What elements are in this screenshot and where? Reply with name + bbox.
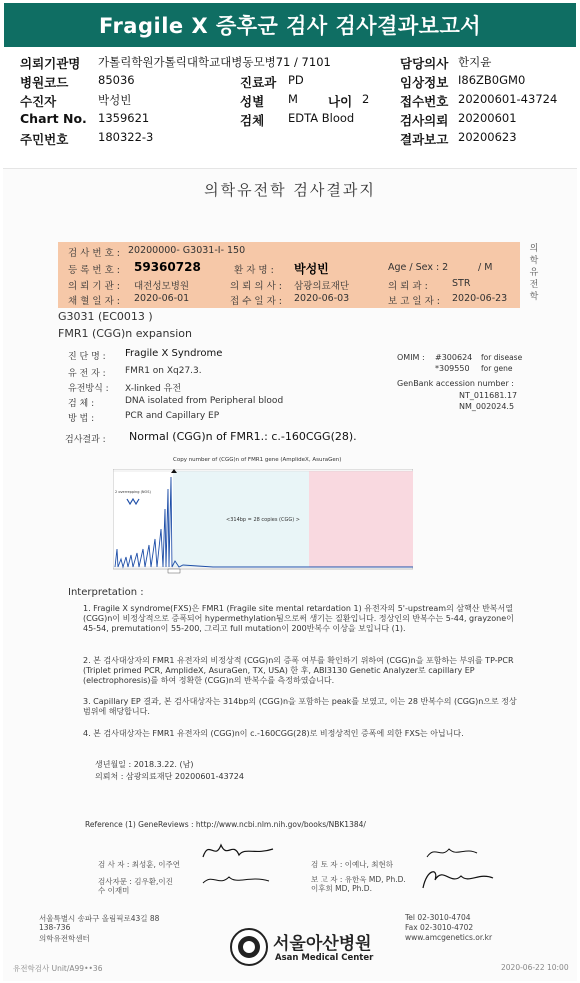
- receipt-no-label: 접수번호: [400, 94, 449, 109]
- test-name: FMR1 (CGG)n expansion: [58, 327, 193, 340]
- dx-label: 진 단 명 :: [68, 352, 106, 362]
- omim-gene: *309550: [435, 364, 470, 373]
- receipt-no-value: 20200601-43724: [458, 92, 558, 106]
- inst-label: 의 뢰 기 관 :: [68, 281, 120, 292]
- report-date-value: 20200623: [458, 130, 517, 144]
- result-label: 검사결과 :: [65, 435, 106, 445]
- signature-3: [199, 869, 279, 891]
- doctor-label: 담당의사: [400, 56, 449, 71]
- age-value: 2: [362, 92, 370, 106]
- report-title: Fragile X 증후군 검사 검사결과보고서: [4, 3, 576, 47]
- spec-value: DNA isolated from Peripheral blood: [125, 396, 284, 406]
- sex-value: M: [288, 92, 298, 106]
- footer-right: 2020-06-22 10:00: [501, 963, 569, 972]
- address-1: 서울특별시 송파구 올림픽로43길 88: [39, 914, 160, 923]
- reg-no-label: 등 록 번 호 :: [68, 265, 120, 276]
- omim-label: OMIM :: [397, 353, 425, 362]
- referring-clinic: 의뢰처 : 삼광의료재단 20200601-43724: [95, 772, 244, 781]
- signature-2: [423, 841, 483, 863]
- website: www.amcgenetics.or.kr: [405, 933, 493, 942]
- test-code: G3031 (EC0013 ): [58, 310, 153, 323]
- test-no-value: 20200000- G3031-I- 150: [128, 245, 246, 256]
- omim-gene-for: for gene: [481, 364, 513, 373]
- patient-name-label: 환 자 명 :: [234, 265, 274, 276]
- institution-value: 가톨릭학원가톨릭대학교대병동모병71 / 7101: [98, 55, 331, 69]
- signature-1: [199, 837, 279, 865]
- reference: Reference (1) GeneReviews : http://www.ncbi.nlm.nih.gov/books/NBK1384/: [85, 820, 366, 829]
- request-date-label: 검사의뢰: [400, 113, 449, 128]
- req-doctor-value: 삼광의료재단: [294, 281, 350, 292]
- method-label: 방 법 :: [68, 414, 95, 424]
- age-sex-label: Age / Sex : 2: [388, 262, 449, 273]
- hospital-name-en: Asan Medical Center: [275, 953, 374, 963]
- signer-1: 검 사 자 : 최성훈, 이주연: [98, 860, 181, 869]
- clinical-info-label: 임상정보: [400, 75, 449, 90]
- sex-label: 성별: [240, 94, 265, 109]
- req-dept-value: STR: [452, 278, 471, 289]
- age-sex-value: / M: [478, 262, 493, 273]
- patient-label: 수진자: [20, 94, 57, 109]
- request-date-value: 20200601: [458, 111, 517, 125]
- sheet-title: 의학유전학 검사결과지: [204, 181, 376, 199]
- report-date-label: 결과보고: [400, 132, 449, 147]
- scanned-result-sheet: [3, 168, 577, 981]
- inherit-value: X-linked 유전: [125, 384, 182, 394]
- graph-label: <314bp = 28 copies (CGG) >: [226, 517, 300, 523]
- report-date2-value: 2020-06-23: [452, 293, 508, 304]
- inherit-label: 유전방식 :: [68, 384, 109, 394]
- spec-label: 검 체 :: [68, 399, 95, 409]
- clinical-info-value: I86ZB0GM0: [458, 73, 526, 87]
- signer-4: 보 고 자 : 유한욱 MD, Ph.D. 이후희 MD, Ph.D.: [311, 875, 406, 893]
- address-3: 의학유전학센터: [39, 934, 90, 943]
- hospital-code-label: 병원코드: [20, 75, 69, 90]
- recv-date-label: 접 수 일 자 :: [230, 296, 282, 307]
- genbank-1: NT_011681.17: [459, 391, 518, 400]
- signer-2: 검 토 자 : 이예나, 최현하: [311, 860, 394, 869]
- omim-disease: #300624: [435, 353, 473, 362]
- genbank-2: NM_002024.5: [459, 402, 515, 411]
- address-2: 138-736: [39, 923, 71, 932]
- signer-3: 검사자문 : 김우환,이진수 이재미: [98, 877, 173, 895]
- birth-date: 생년월일 : 2018.3.22. (남): [95, 760, 194, 769]
- dx-value: Fragile X Syndrome: [125, 348, 223, 359]
- patient-name-value: 박성빈: [294, 262, 329, 276]
- recv-date-value: 2020-06-03: [294, 293, 350, 304]
- patient-band: [58, 242, 520, 308]
- dept-label: 진료과: [240, 75, 277, 90]
- side-vertical-label: 의학유전학: [529, 244, 539, 302]
- result-value: Normal (CGG)n of FMR1.: c.-160CGG(28).: [129, 430, 357, 443]
- draw-date-label: 채 혈 일 자 :: [68, 296, 120, 307]
- interp-item-4: 4. 본 검사대상자는 FMR1 유전자의 (CGG)n이 c.-160CGG(28)로 비정상적인 증폭에 의한 FXS는 아닙니다.: [83, 729, 464, 738]
- specimen-label: 검체: [240, 113, 265, 128]
- electropherogram: [113, 469, 413, 574]
- reg-no-value: 59360728: [134, 260, 201, 274]
- doctor-value: 한지윤: [458, 55, 492, 69]
- chart-no-label: Chart No.: [20, 111, 87, 126]
- omim-disease-for: for disease: [481, 353, 523, 362]
- interp-item-2: 2. 본 검사대상자의 FMR1 유전자의 비정상적 (CGG)n의 증폭 여부를 확인하기 위하여 (CGG)n을 포함하는 부위를 TP-PCR (Triplet primed PCR, AmplideX, AsuraGen, TX, USA) 한 후, ABI3130 Genetic Analyzer로 capillary EP (electrophoresis)를 하여 정확한 (CGG)n의 반복수를 측정하였습니다.: [83, 656, 514, 685]
- institution-label: 의뢰기관명: [20, 56, 81, 71]
- specimen-value: EDTA Blood: [288, 111, 355, 125]
- req-dept-label: 의 뢰 과 :: [388, 281, 428, 292]
- hospital-name-ko: 서울아산병원: [273, 934, 372, 954]
- method-value: PCR and Capillary EP: [125, 411, 220, 421]
- draw-date-value: 2020-06-01: [134, 293, 190, 304]
- tel: Tel 02-3010-4704: [405, 913, 471, 922]
- report-date2-label: 보 고 일 자 :: [388, 296, 440, 307]
- interp-title: Interpretation :: [68, 587, 144, 598]
- chart-no-value: 1359621: [98, 111, 150, 125]
- age-label: 나이: [328, 94, 353, 109]
- interp-item-3: 3. Capillary EP 결과, 본 검사대상자는 314bp의 (CGG)n을 포함하는 peak를 보였고, 이는 28 반복수의 (CGG)n으로 정상범위에 해당합니다.: [83, 697, 517, 716]
- asan-foundation-seal-icon: [229, 927, 269, 967]
- genbank-label: GenBank accession number :: [397, 379, 514, 388]
- fax: Fax 02-3010-4702: [405, 923, 474, 932]
- hospital-code-value: 85036: [98, 73, 135, 87]
- test-no-label: 검 사 번 호 :: [68, 248, 120, 259]
- req-doctor-label: 의 뢰 의 사 :: [230, 281, 282, 292]
- graph-note: 2 overrepping (NOS): [115, 490, 151, 494]
- graph-title: Copy number of (CGG)n of FMR1 gene (AmplideX, AsuraGen): [173, 457, 342, 463]
- patient-value: 박성빈: [98, 93, 132, 107]
- signature-4: [417, 862, 497, 894]
- dept-value: PD: [288, 73, 304, 87]
- gene-label: 유 전 자 :: [68, 369, 106, 379]
- interp-item-1: 1. Fragile X syndrome(FXS)은 FMR1 (Fragile site mental retardation 1) 유전자의 5'-upstream의 삼핵산 반복서열 (CGG)n이 비정상적으로 증폭되어 hypermethylation됨으로써 생기는 질환입니다. 정상인의 반복수는 5-44, grayzone이 45-54, premutation이 55-200, 그리고 full mutation이 200반복수 이상을 보입니다 (1).: [83, 604, 514, 633]
- inst-value: 대전성모병원: [134, 281, 190, 292]
- footer-left: 유전학검사 Unit/A99••36: [13, 964, 103, 973]
- gene-value: FMR1 on Xq27.3.: [125, 366, 202, 376]
- resident-no-label: 주민번호: [20, 132, 69, 147]
- resident-no-value: 180322-3: [98, 130, 154, 144]
